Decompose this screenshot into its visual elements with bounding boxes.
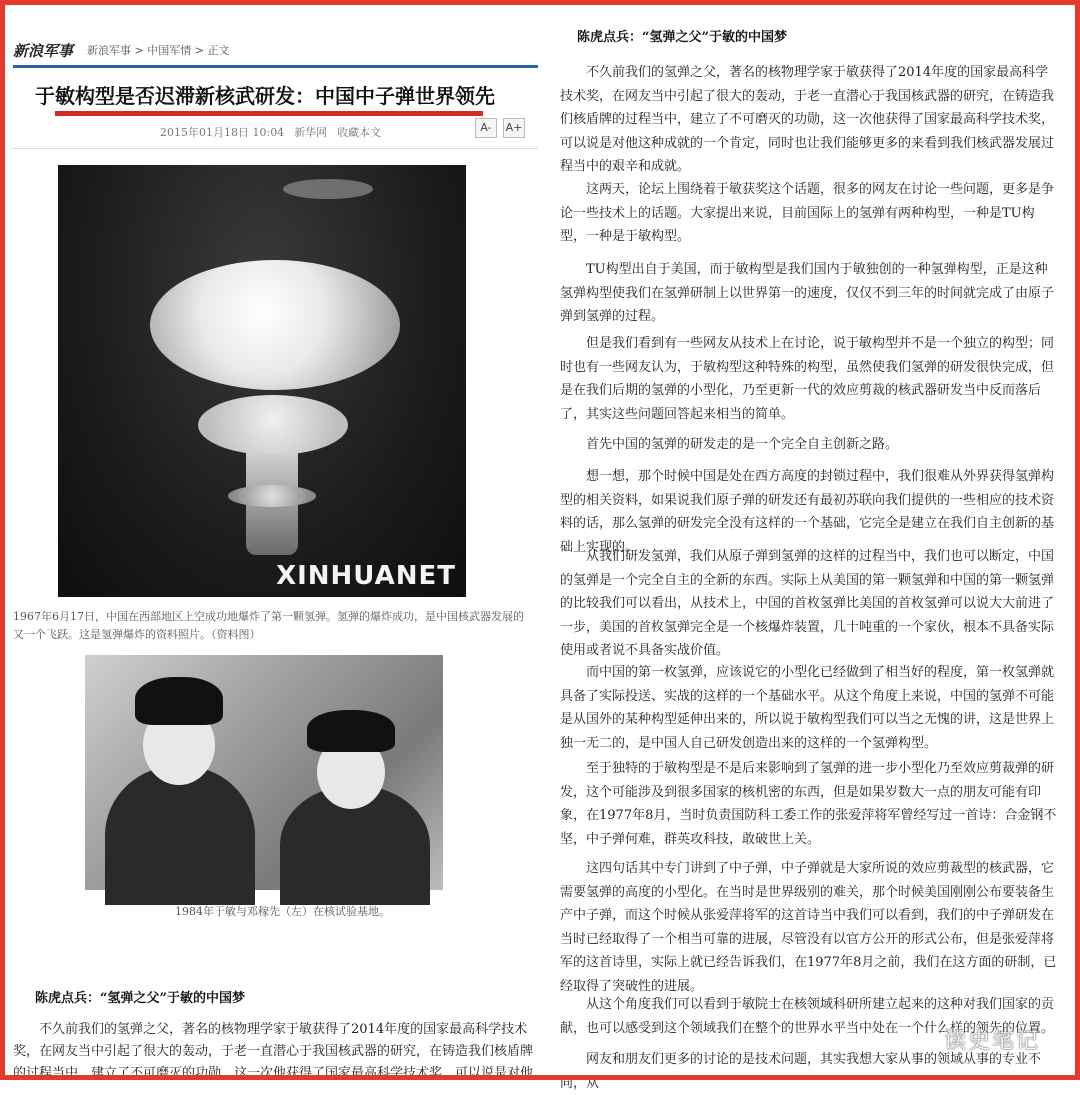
right-column	[560, 5, 1070, 1091]
article-headline: 于敏构型是否迟滞新核武研发：中国中子弹世界领先	[35, 84, 495, 108]
paragraph-10: 这四句话其中专门讲到了中子弹，中子弹就是大家所说的效应剪裁型的核武器，它需要氢弹的高度的小型化。在当时是世界级别的难关，那个时候美国刚刚公布要装备生产中子弹，而这个时候从张爱萍将军的这首诗当中我们可以看到，我们的中子弹研发在当时已经取得了一个相当可靠的进展，尽管没有以官方公开的形式公布，但是张爱萍将军的这首诗里，实际上就已经告诉我们，在1977年8月之前，我们在这方面的研制，已经取得了突破性的进展。	[560, 861, 1057, 994]
header-divider	[13, 65, 538, 68]
paragraph-7: 从我们研发氢弹，我们从原子弹到氢弹的这样的过程当中，我们也可以断定，中国的氢弹是一个完全自主的全新的东西。实际上从美国的第一颗氢弹和中国的第一颗氢弹的比较我们可以看出，从技术上，中国的首枚氢弹比美国的首枚氢弹可以说大大前进了一步，美国的首枚氢弹完全是一个核爆炸装置，几十吨重的一个家伙，根本不具备实际使用或者说不具备实战价值。	[560, 549, 1055, 658]
paragraph-1: 不久前我们的氢弹之父，著名的核物理学家于敏获得了2014年度的国家最高科学技术奖，在网友当中引起了很大的轰动，于老一直潜心于我国核武器的研究，在铸造我们核盾牌的过程当中，建立了不可磨灭的功勋，这一次他获得了国家最高科学技术奖，可以说是对他这种成就的一个肯定，同时也让我们能够更多的来看到我们核武器发展过程当中的艰辛和成就。	[560, 65, 1055, 174]
paragraph-12: 网友和朋友们更多的讨论的是技术问题，其实我想大家从事的领域从事的专业不同，从	[560, 1052, 1042, 1091]
paragraph-9: 至于独特的于敏构型是不是后来影响到了氢弹的进一步小型化乃至效应剪裁弹的研发，这个可能涉及到很多国家的核机密的东西，但是如果岁数大一点的朋友可能有印象，在1977年8月，当时负责国防科工委工作的张爱萍将军曾经写过一首诗：合金钢不坚，中子弹何难，群英攻科技，敢破世上关。	[560, 761, 1057, 847]
left-section-title: 陈虎点兵：“氢弹之父”于敏的中国梦	[35, 991, 245, 1006]
article-datetime: 2015年01月18日 10:04	[160, 126, 285, 139]
meta-divider	[13, 148, 538, 149]
red-underline-annotation	[55, 111, 483, 116]
photo-cloud	[150, 260, 400, 390]
font-larger-button[interactable]: A+	[503, 118, 525, 138]
right-section-title: 陈虎点兵：“氢弹之父”于敏的中国梦	[577, 30, 787, 45]
site-logo[interactable]: 新浪军事	[13, 41, 74, 60]
photo2-caption: 1984年于敏与邓稼先（左）在核试验基地。	[175, 905, 390, 918]
article-source[interactable]: 新华网	[294, 126, 328, 139]
paragraph-3: TU构型出自于美国，而于敏构型是我们国内于敏独创的一种氢弹构型，正是这种氢弹构型使我们在氢弹研制上以世界第一的速度，仅仅不到三年的时间就完成了由原子弹到氢弹的过程。	[560, 262, 1055, 324]
article-meta	[160, 124, 381, 140]
xinhuanet-watermark: XINHUANET	[276, 561, 456, 591]
hat-left	[135, 677, 223, 725]
paragraph-5: 首先中国的氢弹的研发走的是一个完全自主创新之路。	[586, 437, 899, 452]
photo-cloud	[283, 179, 373, 199]
person-left	[105, 765, 255, 905]
breadcrumb-item-current: 正文	[207, 44, 230, 57]
breadcrumb: 新浪军事 > 中国军情 > 正文	[87, 44, 230, 57]
scientists-photo	[85, 655, 443, 890]
paragraph-6: 想一想，那个时候中国是处在西方高度的封锁过程中，我们很难从外界获得氢弹构型的相关资料，如果说我们原子弹的研发还有最初苏联向我们提供的一些相应的技术资料的话，那么氢弹的研发完全没有这样的一个基础，它完全是建立在我们自主创新的基础上实现的。	[560, 469, 1055, 555]
hat-right	[307, 710, 395, 752]
photo-ring	[228, 485, 316, 507]
left-paragraph: 不久前我们的氢弹之父，著名的核物理学家于敏获得了2014年度的国家最高科学技术奖，在网友当中引起了很大的轰动，于老一直潜心于我国核武器的研究，在铸造我们核盾牌的过程当中，建立了不可磨灭的功勋，这一次他获得了国家最高科学技术奖，可以说是对他	[13, 1022, 534, 1081]
breadcrumb-item-china[interactable]: 中国军情	[147, 44, 192, 57]
breadcrumb-item-home[interactable]: 新浪军事	[87, 44, 132, 57]
font-smaller-button[interactable]: A-	[475, 118, 497, 138]
left-column	[5, 5, 535, 1081]
paragraph-4: 但是我们看到有一些网友从技术上在讨论，说于敏构型并不是一个独立的构型；同时也有一些网友认为，于敏构型这种特殊的构型，虽然使我们氢弹的研发很快完成，但是在我们后期的氢弹的小型化，乃至更新一代的效应剪裁的核武器研发当中反而落后了，其实这些问题回答起来相当的简单。	[560, 336, 1055, 422]
paragraph-2: 这两天，论坛上围绕着于敏获奖这个话题，很多的网友在讨论一些问题，更多是争论一些技术上的话题。大家提出来说，目前国际上的氢弹有两种构型，一种是TU构型，一种是于敏构型。	[560, 182, 1055, 244]
collect-link[interactable]: 收藏本文	[337, 126, 382, 139]
paragraph-11: 从这个角度我们可以看到于敏院士在核领域科研所建立起来的这种对我们国家的贡献，也可以感受到这个领域我们在整个的世界水平当中处在一个什么样的领先的位置。	[560, 997, 1055, 1036]
site-header	[13, 39, 533, 61]
mushroom-cloud-photo	[58, 165, 466, 597]
photo-cloud	[198, 395, 348, 455]
paragraph-8: 而中国的第一枚氢弹，应该说它的小型化已经做到了相当好的程度，第一枚氢弹就具备了实际投送、实战的这样的一个基础水平。从这个角度上来说，中国的氢弹不可能是从国外的某种构型延伸出来的，所以说于敏构型我们可以当之无愧的讲，这是世界上独一无二的，是中国人自己研发创造出来的这样的一个氢弹构型。	[560, 665, 1055, 751]
account-watermark: 读史笔记	[943, 1029, 1040, 1054]
photo1-caption: 1967年6月17日，中国在西部地区上空成功地爆炸了第一颗氢弹。氢弹的爆炸成功，是中国核武器发展的又一个飞跃。这是氢弹爆炸的资料照片。（资料图）	[13, 610, 524, 641]
